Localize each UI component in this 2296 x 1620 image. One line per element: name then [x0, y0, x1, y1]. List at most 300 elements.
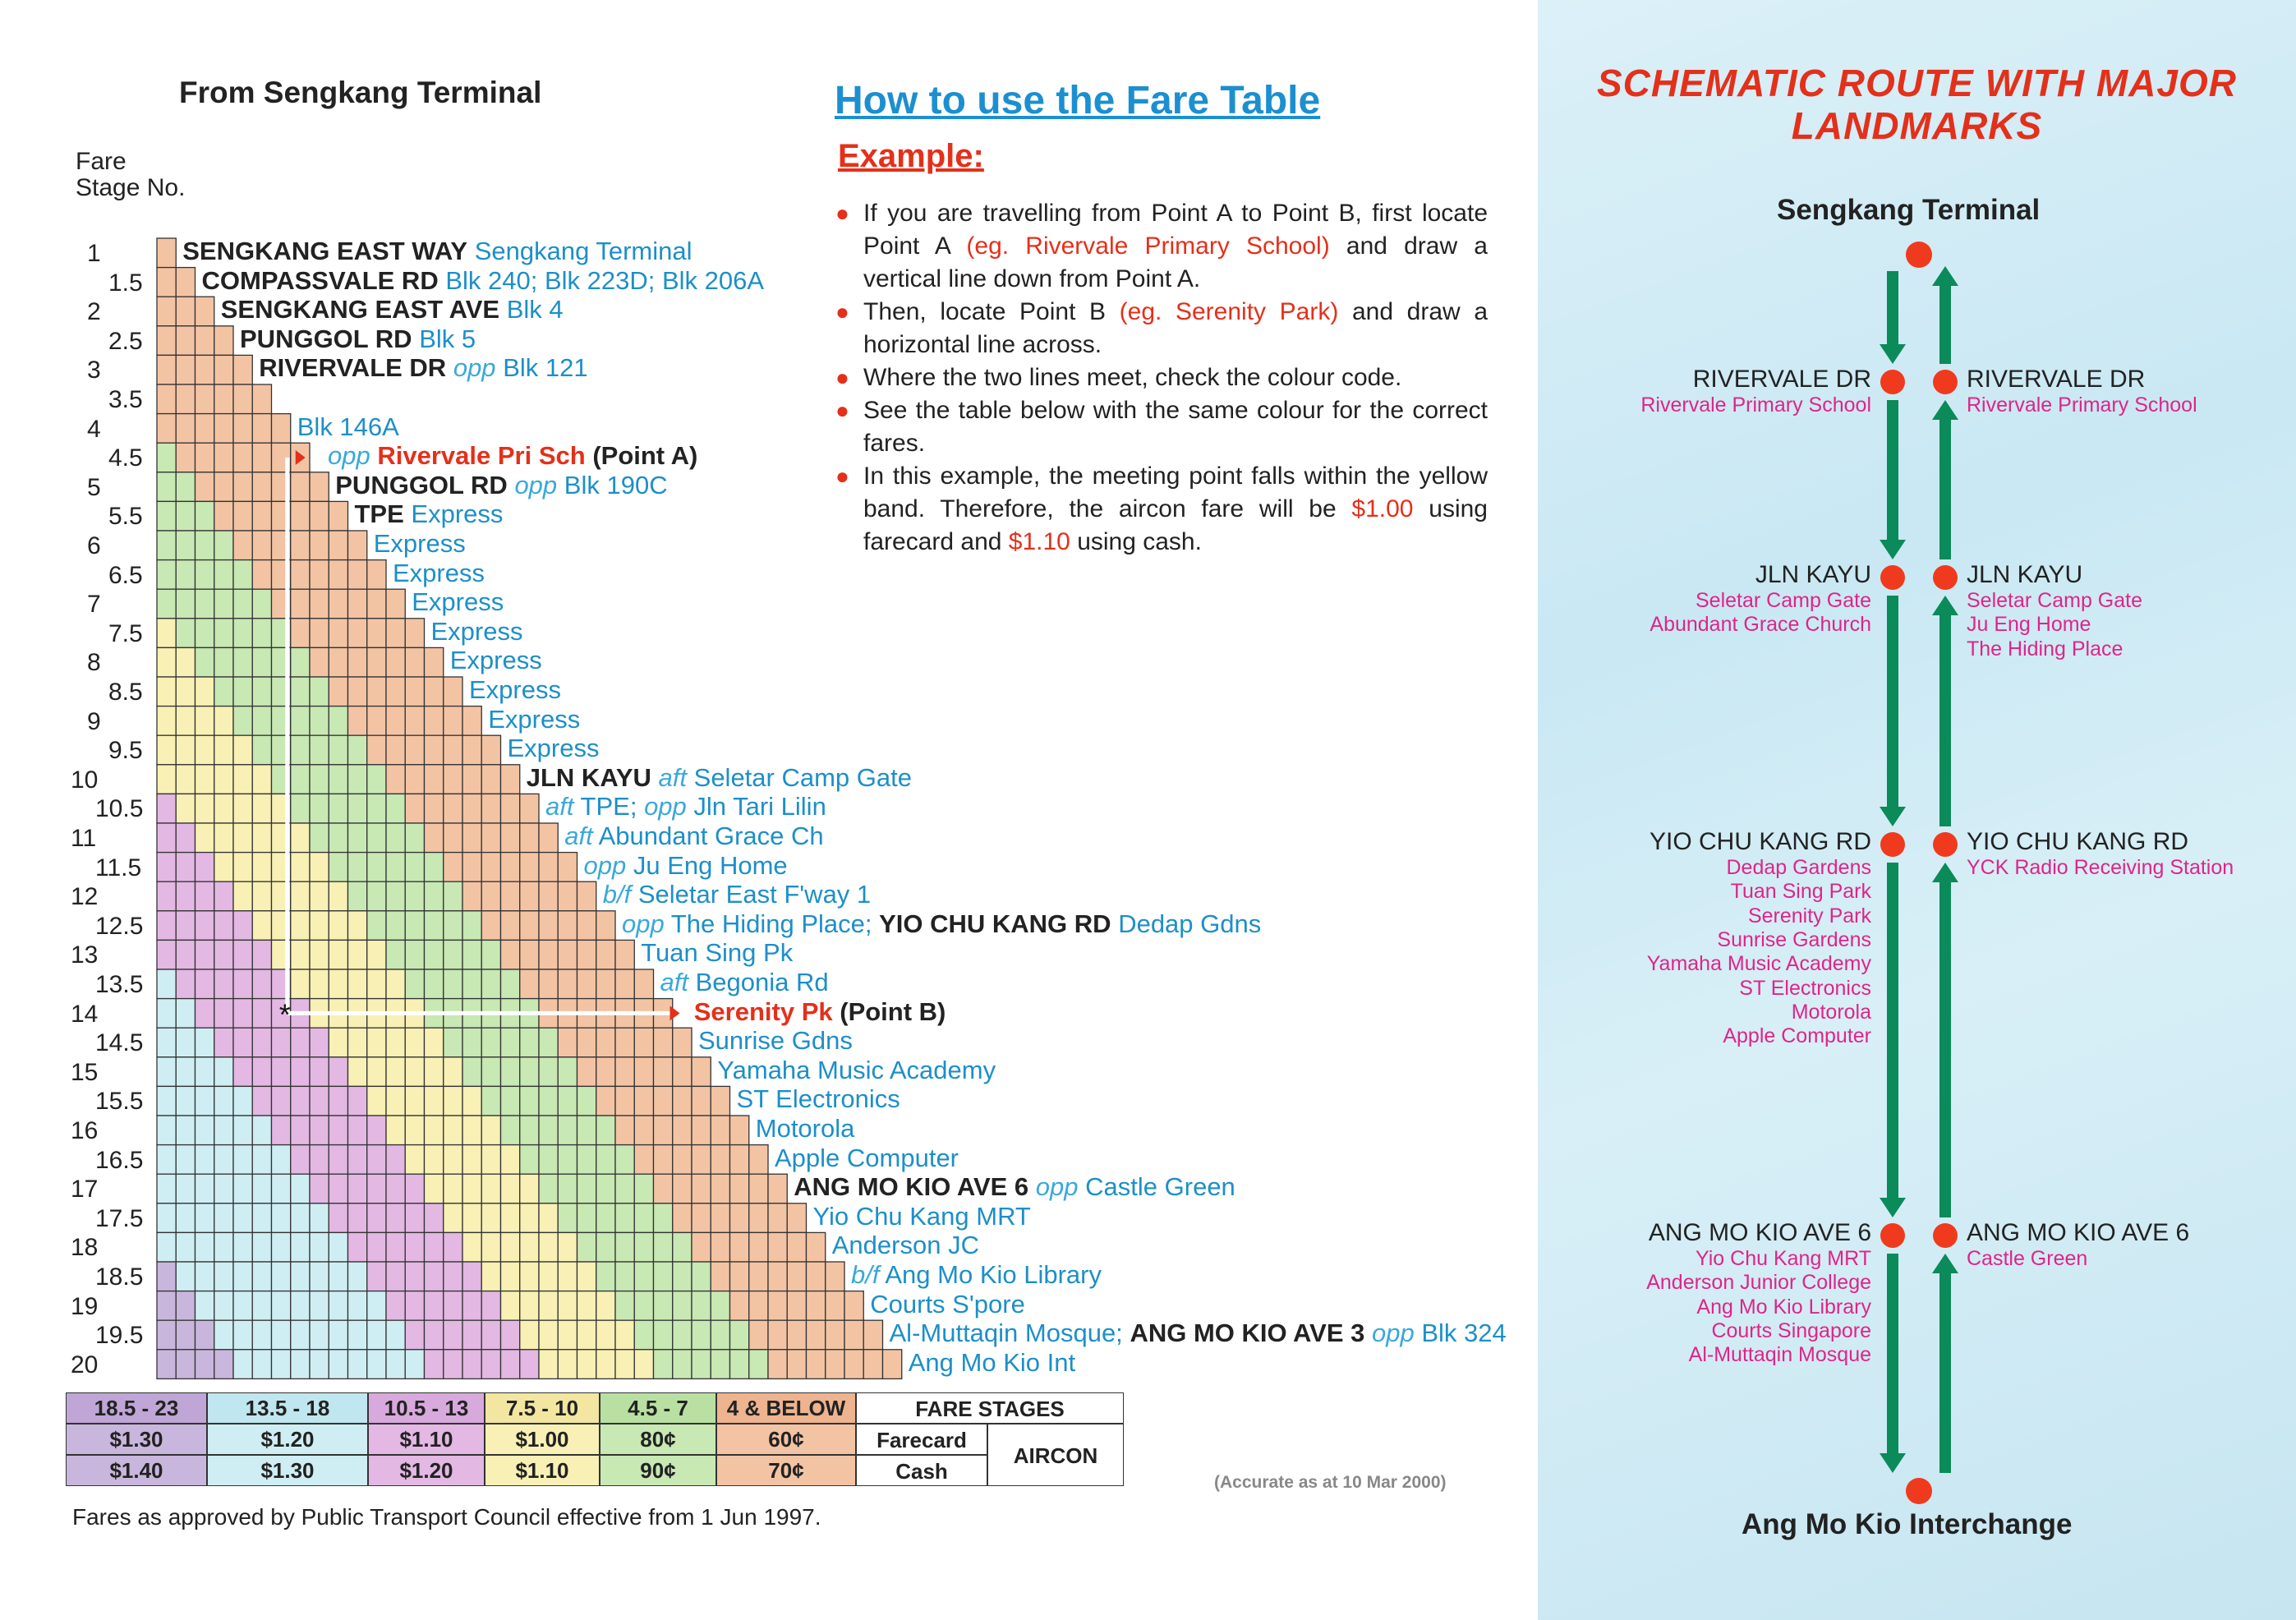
fare-grid-cell: [405, 881, 424, 911]
landmark-left: Dedap Gardens: [1726, 856, 1871, 879]
fare-grid-cell: [157, 881, 176, 911]
fare-grid-cell: [348, 1057, 367, 1087]
fare-grid-cell: [196, 1116, 214, 1145]
fare-grid-cell: [348, 1232, 367, 1262]
fare-grid-cell: [367, 1174, 386, 1203]
fare-grid-cell: [157, 326, 176, 356]
route-line-up: [1939, 881, 1951, 1217]
fare-grid-cell: [634, 1232, 653, 1262]
fare-grid-cell: [176, 1350, 195, 1379]
fare-grid-cell: [558, 853, 577, 882]
fare-grid-cell: [176, 765, 195, 794]
fare-grid-cell: [405, 940, 424, 969]
fare-grid-cell: [329, 794, 347, 823]
fare-grid-cell: [367, 1203, 386, 1233]
fare-grid-cell: [749, 1350, 768, 1379]
fare-grid-cell: [252, 647, 271, 677]
fare-grid-cell: [310, 531, 329, 560]
fare-grid-cell: [768, 1232, 787, 1262]
fare-grid-cell: [462, 1174, 481, 1203]
fare-grid-cell: [196, 501, 214, 531]
example-title: Example:: [838, 138, 984, 174]
fare-grid-cell: [558, 1350, 577, 1379]
fare-grid-cell: [481, 1291, 500, 1321]
legend-cash-cell: $1.40: [66, 1455, 207, 1486]
fare-grid-cell: [558, 1291, 577, 1321]
stage-label: 13: [71, 941, 99, 969]
fare-grid-cell: [157, 1174, 176, 1203]
instruction-text-c: and draw a horizontal line across.: [863, 298, 1488, 358]
fare-grid-cell: [214, 1086, 233, 1116]
fare-grid-cell: [425, 1086, 444, 1116]
fare-grid-cell: [844, 1291, 863, 1321]
fare-grid-cell: [826, 1350, 844, 1379]
fare-grid-cell: [233, 999, 252, 1029]
fare-grid-cell: [711, 1145, 729, 1175]
fare-grid-cell: [654, 1086, 673, 1116]
fare-grid-cell: [673, 1320, 692, 1350]
stop-part-i: aft: [658, 762, 688, 792]
fare-grid-cell: [291, 1116, 310, 1145]
fare-grid-cell: [329, 881, 347, 911]
fare-grid-cell: [310, 1145, 329, 1175]
fare-grid-cell: [711, 1262, 729, 1291]
fare-grid-cell: [196, 1291, 214, 1321]
fare-grid-cell: [520, 1291, 539, 1321]
station-dot-right: [1933, 565, 1958, 590]
landmark-left: Motorola: [1791, 1000, 1871, 1024]
fare-grid-cell: [501, 940, 520, 969]
fare-grid-cell: [176, 1320, 195, 1350]
fare-grid-cell: [596, 1262, 615, 1291]
legend-aircon-label: AIRCON: [987, 1424, 1124, 1486]
stop-part-t: Blk 240; Blk 223D; Blk 206A: [445, 265, 765, 295]
fare-grid-cell: [520, 1145, 539, 1175]
fare-grid-cell: [233, 1320, 252, 1350]
landmark-left: Apple Computer: [1723, 1024, 1871, 1048]
fare-grid-cell: [272, 1291, 291, 1321]
fare-grid-cell: [481, 1174, 500, 1203]
fare-grid-cell: [520, 1086, 539, 1116]
fare-grid-cell: [157, 1145, 176, 1175]
fare-grid-cell: [501, 969, 520, 999]
fare-grid-cell: [539, 1232, 558, 1262]
fare-grid-cell: [176, 1203, 195, 1233]
stage-label: 7: [87, 591, 101, 619]
fare-grid-cell: [883, 1350, 902, 1379]
fare-grid-cell: [462, 1145, 481, 1175]
station-dot-right: [1933, 1223, 1958, 1248]
fare-grid-cell: [844, 1320, 863, 1350]
fare-grid-cell: [367, 647, 386, 677]
fare-grid-cell: [233, 940, 252, 969]
fare-grid-cell: [481, 853, 500, 882]
fare-grid-cell: [348, 881, 367, 911]
fare-grid-cell: [329, 765, 347, 794]
fare-grid-cell: [386, 853, 405, 882]
fare-grid-cell: [405, 1350, 424, 1379]
stop-part-b: PUNGGOL RD: [240, 324, 412, 353]
stop-part-t: Castle Green: [1085, 1172, 1235, 1202]
fare-grid-cell: [787, 1291, 806, 1321]
fare-grid-cell: [481, 1145, 500, 1175]
landmark-left: Seletar Camp Gate: [1696, 589, 1871, 612]
fare-grid-cell: [425, 1057, 444, 1087]
fare-grid-cell: [462, 1262, 481, 1291]
fare-grid-cell: [444, 1350, 462, 1379]
stop-part-t: Ju Eng Home: [633, 850, 788, 880]
fare-grid-cell: [233, 881, 252, 911]
fare-grid-cell: [481, 794, 500, 823]
fare-grid-cell: [233, 355, 252, 384]
fare-grid-cell: [329, 1203, 347, 1233]
fare-grid-cell: [176, 794, 195, 823]
route-line-down: [1887, 1254, 1898, 1455]
fare-grid-cell: [444, 1291, 462, 1321]
fare-grid-cell: [214, 1262, 233, 1291]
fare-grid-cell: [329, 1086, 347, 1116]
fare-grid-cell: [176, 268, 195, 297]
fare-grid-cell: [348, 1320, 367, 1350]
fare-grid-cell: [252, 794, 271, 823]
fare-grid-cell: [157, 501, 176, 531]
fare-grid-cell: [176, 326, 195, 356]
fare-grid-cell: [233, 1232, 252, 1262]
stop-part-t: Blk 4: [506, 295, 564, 324]
fare-stage-head-2: Stage No.: [76, 174, 186, 201]
stage-label: 19.5: [95, 1322, 144, 1350]
stage-label: 17: [71, 1176, 99, 1203]
stop-part-i: opp: [514, 470, 558, 499]
fare-grid-cell: [768, 1291, 787, 1321]
intersection-star: *: [278, 997, 291, 1032]
fare-grid-cell: [214, 853, 233, 882]
fare-grid-cell: [444, 794, 462, 823]
fare-grid-cell: [634, 1320, 653, 1350]
fare-grid-cell: [692, 1174, 711, 1203]
fare-grid-cell: [462, 853, 481, 882]
fare-grid-cell: [520, 940, 539, 969]
fare-grid-cell: [329, 677, 347, 706]
fare-grid-cell: [425, 940, 444, 969]
fare-grid-cell: [405, 1086, 424, 1116]
fare-grid-cell: [196, 677, 214, 706]
fare-grid-cell: [386, 735, 405, 765]
fare-grid-cell: [405, 1116, 424, 1145]
fare-grid-cell: [367, 1057, 386, 1087]
stop-label: [813, 1202, 1031, 1231]
stop-part-b2: ANG MO KIO AVE 3: [1130, 1319, 1365, 1348]
fare-grid-cell: [692, 1086, 711, 1116]
instruction-item: [835, 394, 1488, 460]
fare-grid-cell: [615, 1116, 634, 1145]
stop-part-t: Apple Computer: [775, 1143, 959, 1172]
fare-grid-cell: [176, 531, 195, 560]
fare-grid-cell: [157, 1086, 176, 1116]
fare-grid-cell: [176, 881, 195, 911]
legend-stages-cell: 13.5 - 18: [207, 1392, 368, 1424]
fare-grid-cell: [291, 881, 310, 911]
fare-grid-cell: [749, 1203, 768, 1233]
legend-farecard-label: Farecard: [856, 1424, 987, 1455]
fare-grid-cell: [596, 1203, 615, 1233]
fare-grid-cell: [386, 1262, 405, 1291]
legend-cash-cell: 90¢: [600, 1455, 716, 1486]
stop-part-t2: Jln Tari Lilin: [693, 792, 826, 822]
fare-grid-cell: [577, 1232, 596, 1262]
fare-grid-cell: [329, 911, 347, 941]
fare-grid-cell: [405, 706, 424, 736]
landmark-right: YCK Radio Receiving Station: [1967, 856, 2234, 879]
instruction-item: [835, 460, 1488, 559]
fare-grid-cell: [405, 677, 424, 706]
fare-grid-cell: [826, 1320, 844, 1350]
fare-grid-cell: [196, 706, 214, 736]
fare-grid-cell: [577, 1116, 596, 1145]
stage-label: 4.5: [108, 444, 143, 472]
fare-grid-cell: [252, 1086, 271, 1116]
fare-grid-cell: [501, 1262, 520, 1291]
fare-grid-cell: [654, 1350, 673, 1379]
stop-label: [564, 822, 823, 851]
fare-grid-cell: [310, 1291, 329, 1321]
station-name-left: YIO CHU KANG RD: [1649, 828, 1871, 855]
fare-grid-cell: [520, 794, 539, 823]
stage-label: 2: [87, 298, 101, 326]
fare-grid-cell: [272, 1174, 291, 1203]
fare-grid-cell: [310, 969, 329, 999]
fare-grid-cell: [291, 1350, 310, 1379]
fare-grid-cell: [348, 765, 367, 794]
fare-grid-cell: [176, 1262, 195, 1291]
stop-part-b: TPE: [354, 499, 404, 529]
fare-grid-cell: [539, 911, 558, 941]
fare-grid-cell: [367, 1145, 386, 1175]
fare-grid-cell: [176, 735, 195, 765]
instruction-text-a: Then, locate Point B: [863, 298, 1120, 325]
fare-grid-cell: [310, 560, 329, 590]
fare-grid-cell: [558, 1116, 577, 1145]
fare-grid-cell: [157, 414, 176, 444]
fare-grid-cell: [367, 589, 386, 619]
fare-grid-cell: [425, 1116, 444, 1145]
fare-grid-cell: [692, 1116, 711, 1145]
fare-stage-head-1: Fare: [76, 148, 127, 175]
fare-grid-cell: [501, 794, 520, 823]
fare-grid-cell: [348, 531, 367, 560]
arrow-up-icon: [1932, 1254, 1958, 1273]
fare-grid-cell: [596, 1057, 615, 1087]
stop-part-i: aft: [545, 792, 574, 822]
fare-grid-cell: [386, 1232, 405, 1262]
fare-grid-cell: [596, 1350, 615, 1379]
fare-grid-cell: [539, 940, 558, 969]
fare-grid-cell: [501, 881, 520, 911]
fare-grid-cell: [367, 1350, 386, 1379]
fare-grid-cell: [233, 531, 252, 560]
fare-grid-cell: [233, 1262, 252, 1291]
fare-grid-cell: [367, 706, 386, 736]
fare-grid-cell: [214, 1116, 233, 1145]
fare-grid-cell: [291, 1203, 310, 1233]
stage-label: 2.5: [108, 327, 143, 355]
stop-part-t2: Dedap Gdns: [1118, 909, 1262, 938]
fare-grid-cell: [272, 1320, 291, 1350]
fare-grid-cell: [291, 765, 310, 794]
stop-label: [259, 353, 587, 383]
fare-grid-cell: [252, 1203, 271, 1233]
fare-grid-cell: [654, 1232, 673, 1262]
fare-grid-cell: [462, 765, 481, 794]
fares-note: Fares as approved by Public Transport Council effective from 1 Jun 1997.: [72, 1504, 821, 1530]
legend-cash-label: Cash: [856, 1455, 987, 1486]
landmark-left: Yamaha Music Academy: [1646, 952, 1871, 976]
stage-label: 3: [87, 357, 101, 384]
fare-grid-cell: [329, 735, 347, 765]
fare-grid-cell: [462, 794, 481, 823]
stop-part-t2: Blk 324: [1421, 1319, 1507, 1348]
fare-grid-cell: [310, 1057, 329, 1087]
fare-grid-cell: [367, 940, 386, 969]
fare-grid-cell: [291, 794, 310, 823]
fare-grid-cell: [176, 1232, 195, 1262]
fare-grid-cell: [252, 765, 271, 794]
fare-grid-cell: [768, 1350, 787, 1379]
fare-grid-cell: [596, 911, 615, 941]
fare-grid-cell: [214, 969, 233, 999]
fare-grid-cell: [367, 881, 386, 911]
fare-grid-cell: [405, 853, 424, 882]
landmark-left: Anderson Junior College: [1646, 1271, 1871, 1295]
fare-grid-cell: [348, 1291, 367, 1321]
fare-grid-cell: [157, 589, 176, 619]
stop-label: [694, 997, 946, 1027]
fare-grid-cell: [577, 940, 596, 969]
fare-grid-cell: [425, 1350, 444, 1379]
fare-grid-cell: [692, 1262, 711, 1291]
stage-label: 10.5: [95, 795, 144, 823]
fare-grid-cell: [196, 297, 214, 326]
fare-grid-cell: [176, 1086, 195, 1116]
fare-grid-cell: [176, 501, 195, 531]
fare-grid-cell: [157, 384, 176, 414]
fare-grid-cell: [196, 999, 214, 1029]
fare-grid-cell: [558, 1174, 577, 1203]
fare-grid-cell: [367, 560, 386, 590]
fare-grid-cell: [214, 1320, 233, 1350]
stop-part-t: Sunrise Gdns: [698, 1026, 853, 1056]
fare-grid-cell: [157, 969, 176, 999]
fare-grid-cell: [367, 619, 386, 648]
fare-grid-cell: [596, 1320, 615, 1350]
fare-grid-cell: [252, 1028, 271, 1057]
fare-grid-cell: [444, 1203, 462, 1233]
fare-grid-cell: [425, 1145, 444, 1175]
fare-grid-cell: [329, 706, 347, 736]
fare-grid-cell: [539, 1320, 558, 1350]
stop-part-b: JLN KAYU: [526, 762, 651, 792]
fare-grid-cell: [157, 1232, 176, 1262]
fare-grid-cell: [539, 1350, 558, 1379]
fare-grid-cell: [252, 706, 271, 736]
fare-grid-cell: [558, 940, 577, 969]
fare-grid-cell: [405, 1057, 424, 1087]
fare-grid-cell: [252, 384, 271, 414]
fare-grid-cell: [233, 677, 252, 706]
stop-part-i: opp: [583, 850, 627, 880]
stage-label: 1: [87, 240, 101, 267]
stage-label: 8.5: [108, 679, 143, 706]
stop-part-b: RIVERVALE DR: [259, 353, 447, 383]
fare-grid-cell: [577, 1086, 596, 1116]
fare-grid-cell: [214, 1145, 233, 1175]
fare-grid-cell: [196, 765, 214, 794]
fare-grid-cell: [826, 1291, 844, 1321]
stage-label: 5: [87, 473, 101, 501]
fare-grid-cell: [807, 1291, 826, 1321]
fare-grid-cell: [214, 414, 233, 444]
fare-grid-cell: [462, 911, 481, 941]
stage-label: 12.5: [95, 912, 144, 940]
fare-grid-cell: [501, 1320, 520, 1350]
fare-grid-cell: [233, 560, 252, 590]
fare-grid-cell: [444, 765, 462, 794]
stop-label: [737, 1084, 900, 1114]
fare-grid-cell: [577, 1174, 596, 1203]
fare-grid-cell: [577, 1291, 596, 1321]
fare-grid-cell: [367, 794, 386, 823]
fare-grid-cell: [405, 1145, 424, 1175]
stop-part-t: Express: [411, 499, 504, 529]
fare-grid-cell: [157, 472, 176, 502]
fare-grid-cell: [329, 501, 347, 531]
fare-grid-cell: [730, 1145, 749, 1175]
fare-grid-cell: [176, 823, 195, 853]
fare-grid-cell: [214, 1291, 233, 1321]
fare-grid-cell: [386, 1145, 405, 1175]
fare-grid-cell: [462, 881, 481, 911]
instruction-item: [835, 197, 1488, 296]
fare-grid-cell: [252, 1262, 271, 1291]
stage-label: 17.5: [95, 1204, 144, 1232]
station-dot-left: [1880, 370, 1905, 394]
terminal-dot: [1906, 242, 1932, 268]
fare-grid-cell: [673, 1291, 692, 1321]
fare-grid-cell: [615, 969, 634, 999]
fare-grid-cell: [329, 1174, 347, 1203]
fare-grid-cell: [367, 735, 386, 765]
fare-grid-cell: [444, 969, 462, 999]
fare-grid-cell: [310, 735, 329, 765]
fare-grid-cell: [596, 969, 615, 999]
fare-grid-cell: [481, 735, 500, 765]
fare-grid-cell: [157, 647, 176, 677]
route-line-up: [1939, 284, 1951, 364]
fare-grid-cell: [272, 1350, 291, 1379]
stop-part-i: opp: [622, 909, 665, 938]
stop-part-b: PUNGGOL RD: [335, 470, 508, 499]
stop-part-t: Blk 190C: [564, 470, 668, 499]
fare-grid-cell: [462, 1086, 481, 1116]
landmark-right: Ju Eng Home: [1967, 613, 2091, 637]
stop-label: [660, 968, 829, 997]
fare-grid-cell: [252, 472, 271, 502]
fare-grid-cell: [348, 1203, 367, 1233]
fare-grid-cell: [176, 911, 195, 941]
fare-grid-cell: [157, 1057, 176, 1087]
stage-label: 16: [71, 1117, 99, 1144]
fare-grid-cell: [386, 823, 405, 853]
